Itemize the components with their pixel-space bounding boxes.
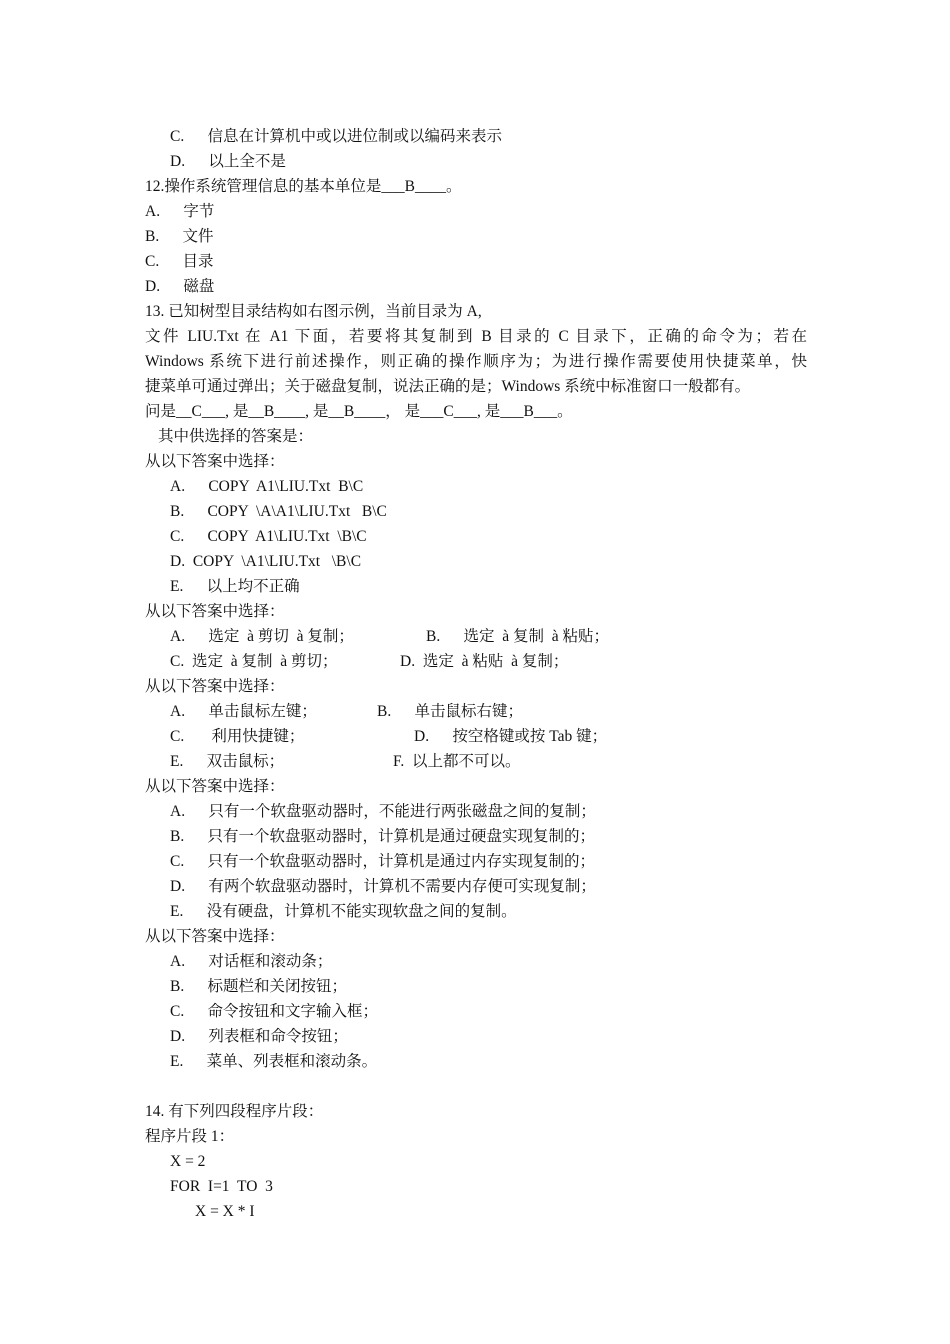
group5-option-b: B. 标题栏和关闭按钮； (170, 978, 347, 995)
q12-option-b: B. 文件 (145, 228, 214, 245)
q12-stem: 12.操作系统管理信息的基本单位是___B____。 (145, 178, 462, 195)
group1-option-a: A. COPY A1\LIU.Txt B\C (170, 478, 364, 495)
group2-option-b: B. 选定 à 复制 à 粘贴； (426, 628, 609, 645)
group3-option-e: E. 双击鼠标； (170, 753, 285, 770)
code-line-2: FOR I=1 TO 3 (170, 1178, 273, 1195)
q13-stem-line-4: 捷菜单可通过弹出；关于磁盘复制，说法正确的是；Windows 系统中标准窗口一般都有。 (145, 378, 751, 395)
group4-option-d: D. 有两个软盘驱动器时，计算机不需要内存便可实现复制； (170, 878, 596, 895)
code-line-1: X = 2 (170, 1153, 206, 1170)
group4-option-b: B. 只有一个软盘驱动器时，计算机是通过硬盘实现复制的； (170, 828, 595, 845)
group3-option-a: A. 单击鼠标左键； (170, 703, 317, 720)
group5-option-a: A. 对话框和滚动条； (170, 953, 333, 970)
group4-option-a: A. 只有一个软盘驱动器时，不能进行两张磁盘之间的复制； (170, 803, 596, 820)
q12-option-c: C. 目录 (145, 253, 214, 270)
q11-option-c: C. 信息在计算机中或以进位制或以编码来表示 (170, 128, 502, 145)
group3-option-f: F. 以上都不可以。 (393, 753, 521, 770)
group1-option-c: C. COPY A1\LIU.Txt \B\C (170, 528, 367, 545)
group5-option-e: E. 菜单、列表框和滚动条。 (170, 1053, 378, 1070)
q11-option-d: D. 以上全不是 (170, 153, 286, 170)
group5-option-d: D. 列表框和命令按钮； (170, 1028, 348, 1045)
group2-title: 从以下答案中选择： (145, 603, 285, 620)
q13-stem-line-2: 文件 LIU.Txt 在 A1 下面，若要将其复制到 B 目录的 C 目录下，正确的命令为；若在 (145, 328, 807, 345)
q13-answers: 问是__C___, 是__B____, 是__B____， 是___C___, 是___B___。 (145, 403, 573, 420)
q12-option-a: A. 字节 (145, 203, 215, 220)
group3-title: 从以下答案中选择： (145, 678, 285, 695)
q13-stem-line-1: 13. 已知树型目录结构如右图示例，当前目录为 A, (145, 303, 482, 320)
group4-title: 从以下答案中选择： (145, 778, 285, 795)
group3-option-d: D. 按空格键或按 Tab 键； (414, 728, 608, 745)
group1-option-b: B. COPY \A\A1\LIU.Txt B\C (170, 503, 387, 520)
group4-option-e: E. 没有硬盘，计算机不能实现软盘之间的复制。 (170, 903, 517, 920)
group3-option-c: C. 利用快捷键； (170, 728, 305, 745)
group2-option-a: A. 选定 à 剪切 à 复制； (170, 628, 354, 645)
group2-option-c: C. 选定 à 复制 à 剪切； (170, 653, 338, 670)
code-line-3: X = X * I (195, 1203, 255, 1220)
q14-stem: 14. 有下列四段程序片段： (145, 1103, 324, 1120)
group4-option-c: C. 只有一个软盘驱动器时，计算机是通过内存实现复制的； (170, 853, 595, 870)
group1-title: 从以下答案中选择： (145, 453, 285, 470)
q12-option-d: D. 磁盘 (145, 278, 215, 295)
group1-option-e: E. 以上均不正确 (170, 578, 300, 595)
group5-title: 从以下答案中选择： (145, 928, 285, 945)
group5-option-c: C. 命令按钮和文字输入框； (170, 1003, 378, 1020)
group3-option-b: B. 单击鼠标右键； (377, 703, 523, 720)
q13-stem-line-3: Windows 系统下进行前述操作，则正确的操作顺序为；为进行操作需要使用快捷菜单，快 (145, 353, 807, 370)
fragment1-title: 程序片段 1： (145, 1128, 235, 1145)
group2-option-d: D. 选定 à 粘贴 à 复制； (400, 653, 569, 670)
group1-option-d: D. COPY \A1\LIU.Txt \B\C (170, 553, 362, 570)
q13-options-intro: 其中供选择的答案是： (158, 428, 314, 445)
